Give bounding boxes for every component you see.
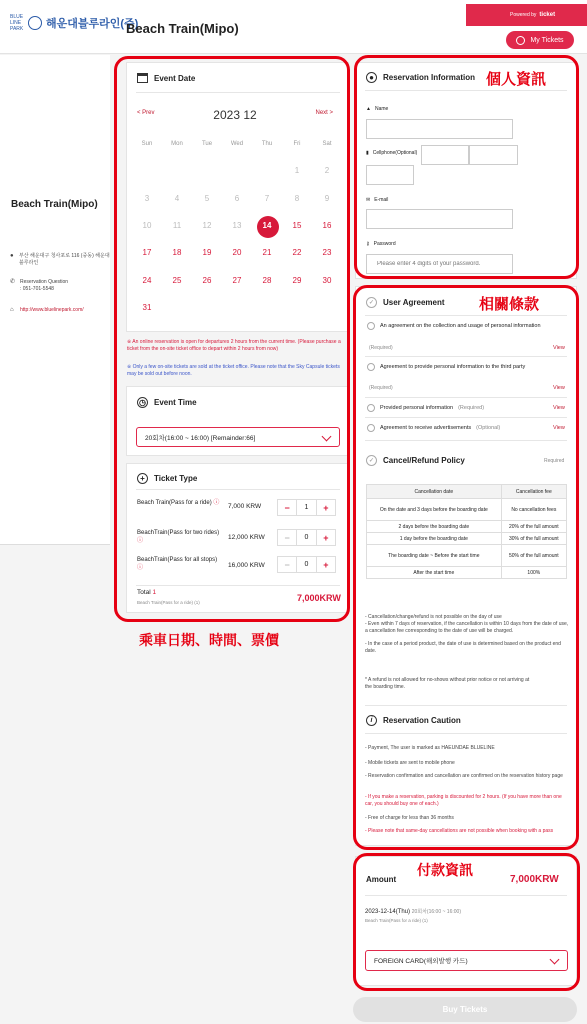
calendar-day: 5 bbox=[204, 194, 210, 203]
check-circle-icon[interactable]: ✓ bbox=[366, 455, 377, 466]
calendar-day: 10 bbox=[142, 221, 152, 230]
table-cell: 2 days before the boarding date bbox=[367, 521, 502, 533]
event-date-title: Event Date bbox=[154, 73, 196, 83]
table-cell: 100% bbox=[501, 567, 566, 579]
event-time-title: Event Time bbox=[154, 398, 197, 407]
agreement-text: Agreement to provide personal information to the third party bbox=[380, 364, 526, 370]
refund-required: Required bbox=[544, 458, 565, 464]
homepage-link[interactable]: http://www.bluelinepark.com/ bbox=[20, 307, 84, 313]
phone-icon: ✆ bbox=[10, 279, 16, 285]
weekday-label: Thu bbox=[261, 141, 273, 147]
table-cell: 20% of the full amount bbox=[501, 521, 566, 533]
calendar-day: 8 bbox=[294, 194, 300, 203]
calendar-day[interactable]: 26 bbox=[202, 276, 212, 285]
decrease-button[interactable]: − bbox=[284, 532, 290, 543]
weekday-label: Sun bbox=[141, 141, 153, 147]
logo-circle-icon bbox=[28, 16, 42, 30]
powered-label: Powered by bbox=[510, 12, 537, 18]
calendar-day: 11 bbox=[172, 221, 182, 230]
amount-value: 7,000KRW bbox=[510, 874, 559, 885]
weekday-label: Mon bbox=[171, 141, 183, 147]
caution-line-2: - Mobile tickets are sent to mobile phone bbox=[365, 760, 455, 766]
buy-tickets-button[interactable] bbox=[353, 997, 577, 1022]
calendar-day[interactable]: 29 bbox=[292, 276, 302, 285]
caution-line-1: - Payment, The user is marked as HAEUNDAE BLUELINE bbox=[365, 745, 495, 751]
agreement-text: An agreement on the collection and usage of personal information bbox=[380, 323, 541, 329]
calendar-day: 9 bbox=[324, 194, 330, 203]
ticket-label: BeachTrain(Pass for two rides) bbox=[137, 530, 220, 536]
agreement-text: Provided personal information bbox=[380, 405, 454, 411]
caution-line-4: - If you make a reservation, parking is discounted for 2 hours. (If you have more than one car, you should buy one of each.) bbox=[365, 794, 562, 807]
table-cell: The boarding date ~ Before the start time bbox=[367, 545, 502, 567]
view-link-4[interactable]: View bbox=[553, 425, 565, 431]
increase-button[interactable]: + bbox=[323, 532, 329, 543]
terms-annotation-label: 相關條款 bbox=[479, 295, 540, 313]
info-icon[interactable]: ⓘ bbox=[137, 565, 144, 571]
calendar-day: 12 bbox=[202, 221, 212, 230]
calendar-day[interactable]: 25 bbox=[172, 276, 182, 285]
table-cell: After the start time bbox=[367, 567, 502, 579]
calendar-day[interactable]: 19 bbox=[202, 248, 212, 257]
name-label: Name bbox=[374, 106, 389, 112]
refund-text-3: - In the case of a period product, the date of use is determined based on the product end date. bbox=[365, 641, 561, 654]
onsite-ticket-note: ※ Only a few on-site tickets are sold at the ticket office. Please note that the Sky Capsule tickets may be sold out before noon. bbox=[127, 364, 340, 377]
total-count: 1 bbox=[152, 589, 157, 596]
product-name: Beach Train(Mipo) bbox=[11, 199, 98, 210]
increase-button[interactable]: + bbox=[323, 559, 329, 570]
view-link-2[interactable]: View bbox=[553, 385, 565, 391]
logo-text: 해운대블루라인(주) bbox=[46, 18, 139, 30]
agreement-tag-2: (Required) bbox=[369, 385, 393, 391]
payment-annotation-label: 付款資訊 bbox=[417, 863, 473, 879]
calendar-day[interactable]: 31 bbox=[142, 303, 152, 312]
ticket-label: BeachTrain(Pass for all stops) bbox=[137, 557, 218, 563]
calendar-day[interactable]: 17 bbox=[142, 248, 152, 257]
agreement-text: Agreement to receive advertisements bbox=[380, 425, 472, 431]
ticket-price-2: 12,000 KRW bbox=[228, 534, 265, 541]
reservation-title: Reservation Information bbox=[383, 73, 476, 82]
ticket-price-3: 16,000 KRW bbox=[228, 562, 265, 569]
info-icon[interactable]: ⓘ bbox=[213, 500, 220, 506]
view-link-3[interactable]: View bbox=[553, 405, 565, 411]
payment-method-value: FOREIGN CARD(해외발행 카드) bbox=[374, 958, 468, 965]
prev-month-link[interactable]: < Prev bbox=[137, 110, 155, 116]
calendar-day: 3 bbox=[144, 194, 150, 203]
cellphone-label: Cellphone(Optional) bbox=[372, 150, 418, 156]
calendar-day[interactable]: 22 bbox=[292, 248, 302, 257]
address-row bbox=[10, 253, 110, 267]
page-title: Beach Train(Mipo) bbox=[126, 21, 239, 36]
powered-brand: ticket bbox=[539, 12, 556, 18]
info-circle-icon: i bbox=[366, 715, 377, 726]
my-tickets-label: My Tickets bbox=[530, 36, 564, 44]
quantity-value[interactable]: 0 bbox=[296, 530, 316, 545]
amount-session: 20회차(16:00 ~ 16:00) bbox=[411, 909, 461, 915]
calendar-day[interactable]: 21 bbox=[262, 248, 272, 257]
calendar-day[interactable]: 24 bbox=[142, 276, 152, 285]
password-label: Password bbox=[373, 241, 396, 247]
ticket-label: Beach Train(Pass for a ride) bbox=[137, 500, 212, 506]
total-amount: 7,000KRW bbox=[297, 593, 341, 603]
quantity-value[interactable]: 0 bbox=[296, 557, 316, 572]
question-row bbox=[10, 279, 68, 293]
calendar-day: 6 bbox=[234, 194, 240, 203]
calendar-day[interactable]: 14 bbox=[262, 221, 272, 230]
ticket-type-title: Ticket Type bbox=[154, 474, 198, 483]
table-header: Cancellation date bbox=[367, 485, 502, 499]
check-circle-icon[interactable]: ✓ bbox=[366, 297, 377, 308]
plus-circle-icon: + bbox=[137, 473, 148, 484]
amount-date: 2023-12-14(Thu) bbox=[365, 909, 411, 915]
booking-annotation-box bbox=[114, 56, 350, 622]
calendar-day[interactable]: 16 bbox=[322, 221, 332, 230]
weekday-label: Wed bbox=[230, 141, 244, 147]
calendar-day[interactable]: 23 bbox=[322, 248, 332, 257]
refund-text-4: * A refund is not allowed for no-shows without prior notice or not arriving at the boarding time. bbox=[365, 677, 530, 690]
terms-annotation-box bbox=[353, 285, 579, 850]
caution-title: Reservation Caution bbox=[383, 716, 461, 725]
calendar-day[interactable]: 30 bbox=[322, 276, 332, 285]
caution-line-6: - Please note that same-day cancellations are not possible when booking with a pass bbox=[365, 828, 554, 834]
amount-label: Amount bbox=[366, 875, 397, 884]
refund-title: Cancel/Refund Policy bbox=[383, 456, 465, 465]
logo-mark: BLUE LINE PARK bbox=[10, 14, 24, 32]
logo[interactable] bbox=[10, 14, 138, 32]
online-reservation-note: ※ An online reservation is open for departures 2 hours from the current time. (Please purchase a ticket from the on-site ticket office to depart within 2 hours from now) bbox=[127, 339, 341, 352]
buy-tickets-label: Buy Tickets bbox=[442, 1005, 488, 1014]
info-icon[interactable]: ⓘ bbox=[137, 538, 144, 544]
weekday-label: Tue bbox=[201, 141, 213, 147]
envelope-icon: ✉ bbox=[366, 197, 371, 203]
email-label: E-mail bbox=[374, 197, 389, 203]
calendar-day: 13 bbox=[232, 221, 242, 230]
product-sidebar bbox=[0, 55, 110, 545]
calendar-day[interactable]: 27 bbox=[232, 276, 242, 285]
clock-icon: ◷ bbox=[137, 397, 148, 408]
refund-text-1: - Cancellation/change/refund is not possible on the day of use bbox=[365, 614, 502, 620]
table-cell: 50% of the full amount bbox=[501, 545, 566, 567]
phone-number: : 051-701-5548 bbox=[20, 286, 54, 292]
question-label: Reservation Question bbox=[20, 279, 69, 285]
table-cell: On the date and 3 days before the boarding date bbox=[367, 499, 502, 521]
decrease-button[interactable]: − bbox=[284, 502, 290, 513]
agreement-tag: (Optional) bbox=[476, 425, 501, 431]
user-icon: ● bbox=[366, 72, 377, 83]
caution-line-5: - Free of charge for less than 36 months bbox=[365, 815, 454, 821]
ticket-icon bbox=[516, 36, 525, 45]
next-month-link[interactable]: Next > bbox=[315, 110, 333, 116]
agreement-tag: (Required) bbox=[458, 405, 485, 411]
agreement-tag-1: (Required) bbox=[369, 345, 393, 351]
event-time-value: 20회차(16:00 ~ 16:00) [Remainder:66] bbox=[145, 434, 256, 442]
calendar-day[interactable]: 20 bbox=[232, 248, 242, 257]
amount-item: Beach Train(Pass for a ride) (1) bbox=[365, 918, 428, 923]
calendar-day: 1 bbox=[294, 166, 300, 175]
weekday-label: Sat bbox=[322, 141, 332, 147]
calendar-day: 7 bbox=[264, 194, 270, 203]
mobile-icon: ▮ bbox=[366, 150, 369, 156]
powered-by-banner bbox=[466, 4, 587, 26]
address-text: 부산 해운대구 청사포로 116 (중동) 해운대블루라인 bbox=[18, 253, 110, 266]
view-link-1[interactable]: View bbox=[553, 345, 565, 351]
calendar-day: 4 bbox=[174, 194, 180, 203]
calendar-day[interactable]: 18 bbox=[172, 248, 182, 257]
total-label: Total bbox=[137, 589, 151, 596]
total-sub: Beach Train(Pass for a ride) (1) bbox=[137, 600, 200, 605]
location-pin-icon: ● bbox=[10, 253, 14, 259]
caution-line-3: - Reservation confirmation and cancellation are confirmed on the reservation history page bbox=[365, 773, 563, 779]
increase-button[interactable]: + bbox=[323, 502, 329, 513]
top-header bbox=[0, 0, 587, 54]
calendar-day: 2 bbox=[324, 166, 330, 175]
decrease-button[interactable]: − bbox=[284, 559, 290, 570]
table-header: Cancellation fee bbox=[501, 485, 566, 499]
weekday-label: Fri bbox=[293, 141, 301, 147]
ticket-price-1: 7,000 KRW bbox=[228, 503, 262, 510]
key-icon: ⚷ bbox=[366, 241, 370, 247]
booking-annotation-label: 乘車日期、時間、票價 bbox=[139, 633, 279, 649]
calendar-day[interactable]: 15 bbox=[292, 221, 302, 230]
agreement-title: User Agreement bbox=[383, 298, 445, 307]
table-cell: No cancellation fees bbox=[501, 499, 566, 521]
calendar-month-title: 2023 12 bbox=[213, 108, 257, 122]
home-icon: ⌂ bbox=[10, 307, 14, 313]
table-cell: 30% of the full amount bbox=[501, 533, 566, 545]
person-icon: ▲ bbox=[366, 106, 371, 112]
my-tickets-button[interactable] bbox=[506, 31, 574, 49]
refund-text-2: - Even within 7 days of reservation, if the cancellation is within 10 days from the date of use, a cancellation fee corresponding to the date of use will be charged. bbox=[365, 621, 569, 634]
personal-annotation-label: 個人資訊 bbox=[486, 70, 547, 88]
table-cell: 1 day before the boarding date bbox=[367, 533, 502, 545]
url-row[interactable] bbox=[10, 307, 84, 314]
calendar-day[interactable]: 28 bbox=[262, 276, 272, 285]
quantity-value[interactable]: 1 bbox=[296, 500, 316, 515]
